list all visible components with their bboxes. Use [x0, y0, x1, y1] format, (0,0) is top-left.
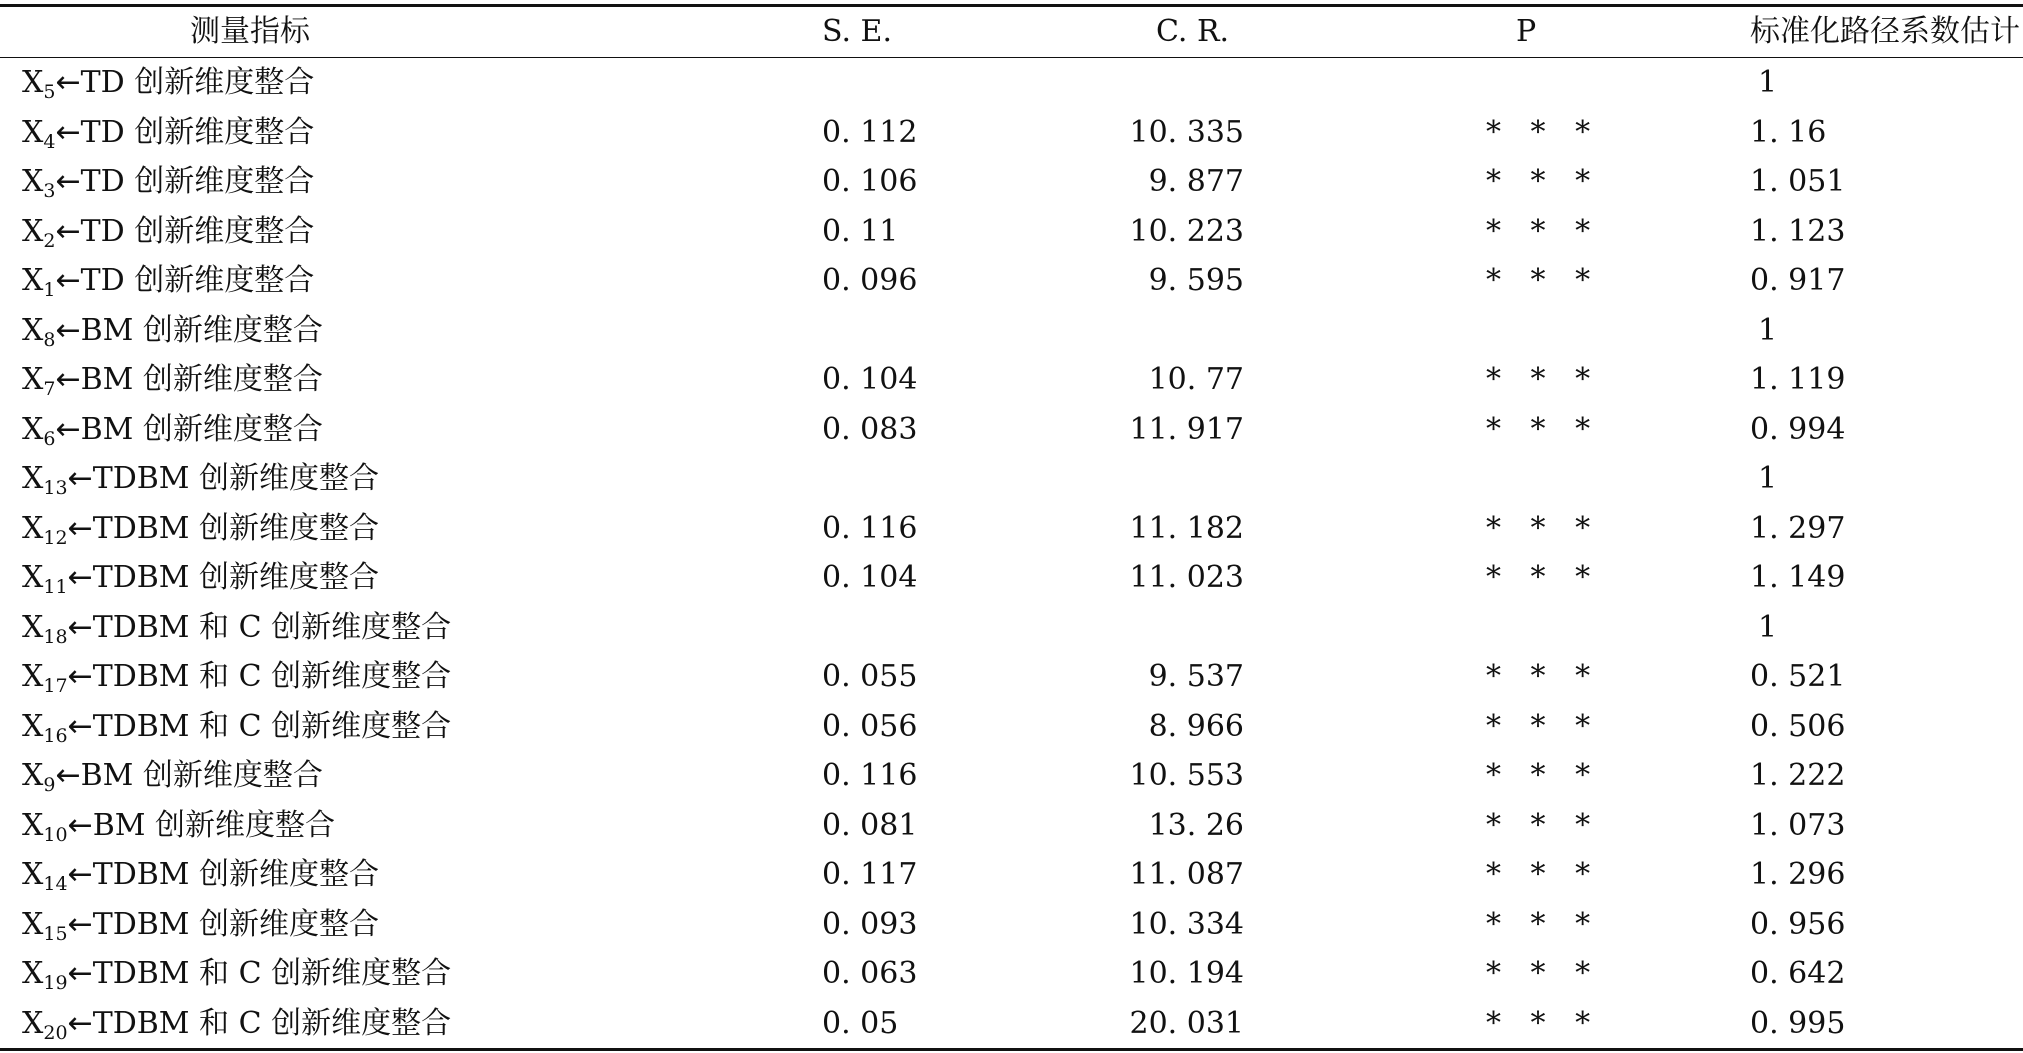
- cell-se: [780, 603, 1080, 653]
- cell-p: [1440, 603, 1750, 653]
- cell-p: [1440, 306, 1750, 356]
- indicator-subscript: 4: [43, 130, 56, 153]
- cell-p: [1440, 58, 1750, 108]
- cr-value: 10. 334: [1129, 906, 1244, 942]
- table-row: [0, 949, 2023, 999]
- indicator-variable: X: [22, 906, 44, 942]
- indicator-construct: BM 创新维度整合: [80, 758, 323, 793]
- indicator-subscript: 3: [43, 180, 56, 202]
- cell-coefficient: [1750, 306, 2023, 356]
- header-coefficient: 标准化路径系数估计: [1750, 14, 2020, 49]
- cell-coefficient: [1750, 900, 2023, 950]
- cell-indicator: [0, 999, 780, 1050]
- table-row: [0, 504, 2023, 554]
- header-indicator: 测量指标: [190, 14, 310, 49]
- coefficient-value: 1. 073: [1750, 807, 1846, 843]
- cell-indicator: [0, 850, 780, 900]
- cell-cr: [1080, 999, 1440, 1050]
- indicator-construct: TDBM 创新维度整合: [92, 461, 380, 496]
- left-arrow-icon: ←: [55, 213, 81, 249]
- cell-coefficient: [1750, 405, 2023, 455]
- indicator-variable: X: [22, 609, 44, 645]
- cell-cr: [1080, 207, 1440, 257]
- cr-value: 10. 223: [1129, 213, 1244, 249]
- indicator-subscript: 14: [43, 873, 68, 895]
- cell-coefficient: [1750, 207, 2023, 257]
- cell-p: * * *: [1486, 708, 1601, 744]
- cell-p: * * *: [1486, 857, 1601, 892]
- left-arrow-icon: ←: [55, 263, 81, 298]
- cell-indicator: [0, 900, 780, 950]
- indicator-construct: BM 创新维度整合: [92, 807, 335, 843]
- coefficient-value: 1. 119: [1750, 362, 1846, 397]
- coefficient-value: 0. 995: [1750, 1005, 1846, 1041]
- indicator-construct: TDBM 和 C 创新维度整合: [92, 609, 452, 645]
- cell-se: 0. 05: [822, 1005, 899, 1041]
- indicator-construct: TD 创新维度整合: [80, 164, 315, 199]
- table-row: [0, 702, 2023, 752]
- cell-se: 0. 11: [822, 213, 899, 249]
- cell-se: 0. 104: [822, 560, 918, 595]
- cell-coefficient: [1750, 58, 2023, 108]
- cell-se: 0. 093: [822, 906, 918, 942]
- indicator-variable: X: [22, 114, 44, 150]
- cell-indicator: [0, 504, 780, 554]
- cr-value: 11. 087: [1129, 857, 1244, 892]
- cell-p: * * *: [1486, 560, 1601, 595]
- cell-se: 0. 104: [822, 362, 918, 397]
- left-arrow-icon: ←: [67, 1005, 93, 1041]
- table-row: [0, 256, 2023, 306]
- left-arrow-icon: ←: [55, 411, 81, 447]
- table-row: [0, 900, 2023, 950]
- table-body: [0, 58, 2023, 1050]
- left-arrow-icon: ←: [67, 708, 93, 744]
- table-row: [0, 850, 2023, 900]
- indicator-subscript: 12: [43, 526, 68, 549]
- cell-se: 0. 056: [822, 708, 918, 744]
- indicator-construct: TDBM 和 C 创新维度整合: [92, 1005, 452, 1041]
- cell-cr: [1080, 603, 1440, 653]
- table-header-row: [0, 6, 2023, 58]
- header-cr: C. R.: [1156, 14, 1230, 49]
- cell-coefficient: [1750, 157, 2023, 207]
- cell-indicator: [0, 108, 780, 158]
- cell-p: * * *: [1486, 510, 1601, 546]
- indicator-construct: TDBM 创新维度整合: [92, 857, 380, 892]
- coefficient-value: 0. 994: [1750, 411, 1846, 447]
- table-row: [0, 306, 2023, 356]
- indicator-subscript: 11: [43, 576, 68, 598]
- indicator-subscript: 7: [43, 378, 56, 400]
- coefficient-value: 0. 642: [1750, 956, 1846, 991]
- indicator-variable: X: [22, 560, 44, 595]
- cell-se: 0. 116: [822, 758, 918, 793]
- cr-value: 9. 877: [1148, 164, 1244, 199]
- indicator-variable: X: [22, 758, 44, 793]
- cell-coefficient: [1750, 850, 2023, 900]
- indicator-variable: X: [22, 213, 44, 249]
- cell-cr: [1080, 553, 1440, 603]
- indicator-construct: BM 创新维度整合: [80, 362, 323, 397]
- indicator-variable: X: [22, 1005, 44, 1041]
- indicator-subscript: 9: [43, 774, 56, 796]
- indicator-subscript: 2: [43, 229, 56, 252]
- indicator-subscript: 15: [43, 922, 68, 945]
- path-coefficient-table: [0, 4, 2023, 1051]
- table-row: [0, 751, 2023, 801]
- table-row: [0, 999, 2023, 1050]
- left-arrow-icon: ←: [67, 560, 93, 595]
- indicator-variable: X: [22, 411, 44, 447]
- cell-cr: [1080, 949, 1440, 999]
- cell-indicator: [0, 702, 780, 752]
- cell-cr: [1080, 702, 1440, 752]
- left-arrow-icon: ←: [55, 362, 81, 397]
- cell-indicator: [0, 454, 780, 504]
- cell-cr: [1080, 652, 1440, 702]
- indicator-subscript: 16: [43, 724, 68, 747]
- cr-value: 10. 335: [1129, 114, 1244, 150]
- cell-p: * * *: [1486, 411, 1601, 447]
- cell-cr: [1080, 157, 1440, 207]
- cell-coefficient: [1750, 652, 2023, 702]
- left-arrow-icon: ←: [55, 758, 81, 793]
- table-row: [0, 801, 2023, 851]
- left-arrow-icon: ←: [55, 164, 81, 199]
- coefficient-value: 1. 051: [1750, 164, 1846, 199]
- cr-value: 10. 553: [1129, 758, 1244, 793]
- cell-p: * * *: [1486, 213, 1601, 249]
- cell-se: 0. 096: [822, 263, 918, 298]
- coefficient-value: 1. 123: [1750, 213, 1846, 249]
- indicator-subscript: 20: [43, 1021, 68, 1044]
- indicator-variable: X: [22, 461, 44, 496]
- cell-coefficient: [1750, 949, 2023, 999]
- cell-indicator: [0, 157, 780, 207]
- indicator-construct: TDBM 创新维度整合: [92, 510, 380, 546]
- coefficient-value: 1. 296: [1750, 857, 1846, 892]
- cell-cr: [1080, 405, 1440, 455]
- left-arrow-icon: ←: [67, 510, 93, 546]
- table-row: [0, 355, 2023, 405]
- indicator-construct: BM 创新维度整合: [80, 411, 323, 447]
- indicator-construct: BM 创新维度整合: [80, 312, 323, 348]
- indicator-subscript: 1: [43, 279, 56, 301]
- cell-cr: [1080, 256, 1440, 306]
- left-arrow-icon: ←: [67, 659, 93, 694]
- coefficient-value: 0. 956: [1750, 906, 1846, 942]
- indicator-subscript: 6: [43, 427, 56, 450]
- results-table-container: [0, 4, 2023, 1051]
- cell-p: * * *: [1486, 362, 1601, 397]
- header-se: S. E.: [822, 14, 892, 49]
- table-row: [0, 108, 2023, 158]
- cell-coefficient: [1750, 999, 2023, 1050]
- coefficient-value: 1: [1758, 65, 1778, 100]
- table-row: [0, 157, 2023, 207]
- cell-indicator: [0, 603, 780, 653]
- indicator-variable: X: [22, 263, 44, 298]
- indicator-variable: X: [22, 164, 44, 199]
- indicator-variable: X: [22, 312, 44, 348]
- cell-se: 0. 117: [822, 857, 918, 892]
- left-arrow-icon: ←: [67, 609, 93, 645]
- cell-indicator: [0, 207, 780, 257]
- cell-p: [1440, 454, 1750, 504]
- cell-indicator: [0, 256, 780, 306]
- cell-indicator: [0, 405, 780, 455]
- header-p: P: [1516, 14, 1537, 49]
- indicator-construct: TD 创新维度整合: [80, 263, 315, 298]
- cell-se: 0. 081: [822, 807, 918, 843]
- cell-indicator: [0, 553, 780, 603]
- coefficient-value: 0. 506: [1750, 708, 1846, 744]
- coefficient-value: 1: [1758, 609, 1778, 645]
- coefficient-value: 1. 149: [1750, 560, 1846, 595]
- indicator-construct: TD 创新维度整合: [80, 65, 315, 100]
- coefficient-value: 1: [1758, 312, 1778, 348]
- indicator-subscript: 13: [43, 477, 68, 499]
- cell-coefficient: [1750, 256, 2023, 306]
- indicator-subscript: 18: [43, 625, 68, 648]
- cell-coefficient: [1750, 504, 2023, 554]
- indicator-variable: X: [22, 857, 44, 892]
- cell-cr: [1080, 900, 1440, 950]
- cell-coefficient: [1750, 355, 2023, 405]
- table-row: [0, 58, 2023, 108]
- cell-p: * * *: [1486, 263, 1601, 298]
- indicator-construct: TDBM 创新维度整合: [92, 906, 380, 942]
- cr-value: 11. 182: [1129, 510, 1244, 546]
- indicator-subscript: 5: [43, 81, 56, 103]
- cell-se: [780, 454, 1080, 504]
- cell-indicator: [0, 801, 780, 851]
- cell-se: 0. 055: [822, 659, 918, 694]
- indicator-subscript: 17: [43, 675, 68, 697]
- cell-se: [780, 58, 1080, 108]
- cell-coefficient: [1750, 751, 2023, 801]
- cr-value: 11. 023: [1129, 560, 1244, 595]
- cell-coefficient: [1750, 603, 2023, 653]
- cell-indicator: [0, 949, 780, 999]
- indicator-construct: TDBM 和 C 创新维度整合: [92, 659, 452, 694]
- left-arrow-icon: ←: [67, 807, 93, 843]
- cell-indicator: [0, 652, 780, 702]
- coefficient-value: 0. 521: [1750, 659, 1846, 694]
- cell-p: * * *: [1486, 1005, 1601, 1041]
- cell-cr: [1080, 801, 1440, 851]
- coefficient-value: 0. 917: [1750, 263, 1846, 298]
- indicator-variable: X: [22, 708, 44, 744]
- cell-p: * * *: [1486, 956, 1601, 991]
- cell-p: * * *: [1486, 906, 1601, 942]
- cr-value: 10. 77: [1148, 362, 1244, 397]
- cell-p: * * *: [1486, 758, 1601, 793]
- cell-se: 0. 083: [822, 411, 918, 447]
- cr-value: 8. 966: [1148, 708, 1244, 744]
- cell-coefficient: [1750, 702, 2023, 752]
- coefficient-value: 1. 297: [1750, 510, 1846, 546]
- indicator-variable: X: [22, 659, 44, 694]
- indicator-subscript: 10: [43, 823, 68, 846]
- indicator-construct: TDBM 创新维度整合: [92, 560, 380, 595]
- cell-cr: [1080, 504, 1440, 554]
- left-arrow-icon: ←: [55, 312, 81, 348]
- cr-value: 13. 26: [1148, 807, 1244, 843]
- cell-cr: [1080, 58, 1440, 108]
- cr-value: 20. 031: [1129, 1005, 1244, 1041]
- indicator-construct: TD 创新维度整合: [80, 114, 315, 150]
- cell-se: 0. 116: [822, 510, 918, 546]
- cell-se: 0. 063: [822, 956, 918, 991]
- indicator-variable: X: [22, 362, 44, 397]
- cr-value: 9. 595: [1148, 263, 1244, 298]
- left-arrow-icon: ←: [67, 857, 93, 892]
- left-arrow-icon: ←: [67, 956, 93, 991]
- cell-cr: [1080, 850, 1440, 900]
- coefficient-value: 1. 222: [1750, 758, 1846, 793]
- coefficient-value: 1: [1758, 461, 1778, 496]
- cell-coefficient: [1750, 801, 2023, 851]
- cr-value: 10. 194: [1129, 956, 1244, 991]
- indicator-variable: X: [22, 807, 44, 843]
- table-row: [0, 207, 2023, 257]
- indicator-variable: X: [22, 65, 44, 100]
- table-row: [0, 405, 2023, 455]
- cell-cr: [1080, 306, 1440, 356]
- table-row: [0, 553, 2023, 603]
- cell-coefficient: [1750, 553, 2023, 603]
- indicator-construct: TDBM 和 C 创新维度整合: [92, 956, 452, 991]
- cell-indicator: [0, 751, 780, 801]
- cell-cr: [1080, 108, 1440, 158]
- cell-cr: [1080, 454, 1440, 504]
- left-arrow-icon: ←: [55, 114, 81, 150]
- left-arrow-icon: ←: [67, 461, 93, 496]
- cr-value: 11. 917: [1129, 411, 1244, 447]
- table-row: [0, 454, 2023, 504]
- cell-p: * * *: [1486, 659, 1601, 694]
- cr-value: 9. 537: [1148, 659, 1244, 694]
- table-row: [0, 652, 2023, 702]
- cell-indicator: [0, 355, 780, 405]
- indicator-variable: X: [22, 510, 44, 546]
- cell-p: * * *: [1486, 807, 1601, 843]
- cell-p: * * *: [1486, 114, 1601, 150]
- cell-cr: [1080, 355, 1440, 405]
- cell-cr: [1080, 751, 1440, 801]
- indicator-subscript: 8: [43, 328, 56, 351]
- indicator-construct: TD 创新维度整合: [80, 213, 315, 249]
- coefficient-value: 1. 16: [1750, 114, 1827, 150]
- left-arrow-icon: ←: [67, 906, 93, 942]
- cell-indicator: [0, 306, 780, 356]
- cell-se: [780, 306, 1080, 356]
- indicator-variable: X: [22, 956, 44, 991]
- indicator-subscript: 19: [43, 972, 68, 994]
- cell-se: 0. 106: [822, 164, 918, 199]
- table-row: [0, 603, 2023, 653]
- cell-indicator: [0, 58, 780, 108]
- cell-p: * * *: [1486, 164, 1601, 199]
- cell-coefficient: [1750, 108, 2023, 158]
- cell-se: 0. 112: [822, 114, 918, 150]
- indicator-construct: TDBM 和 C 创新维度整合: [92, 708, 452, 744]
- left-arrow-icon: ←: [55, 65, 81, 100]
- cell-coefficient: [1750, 454, 2023, 504]
